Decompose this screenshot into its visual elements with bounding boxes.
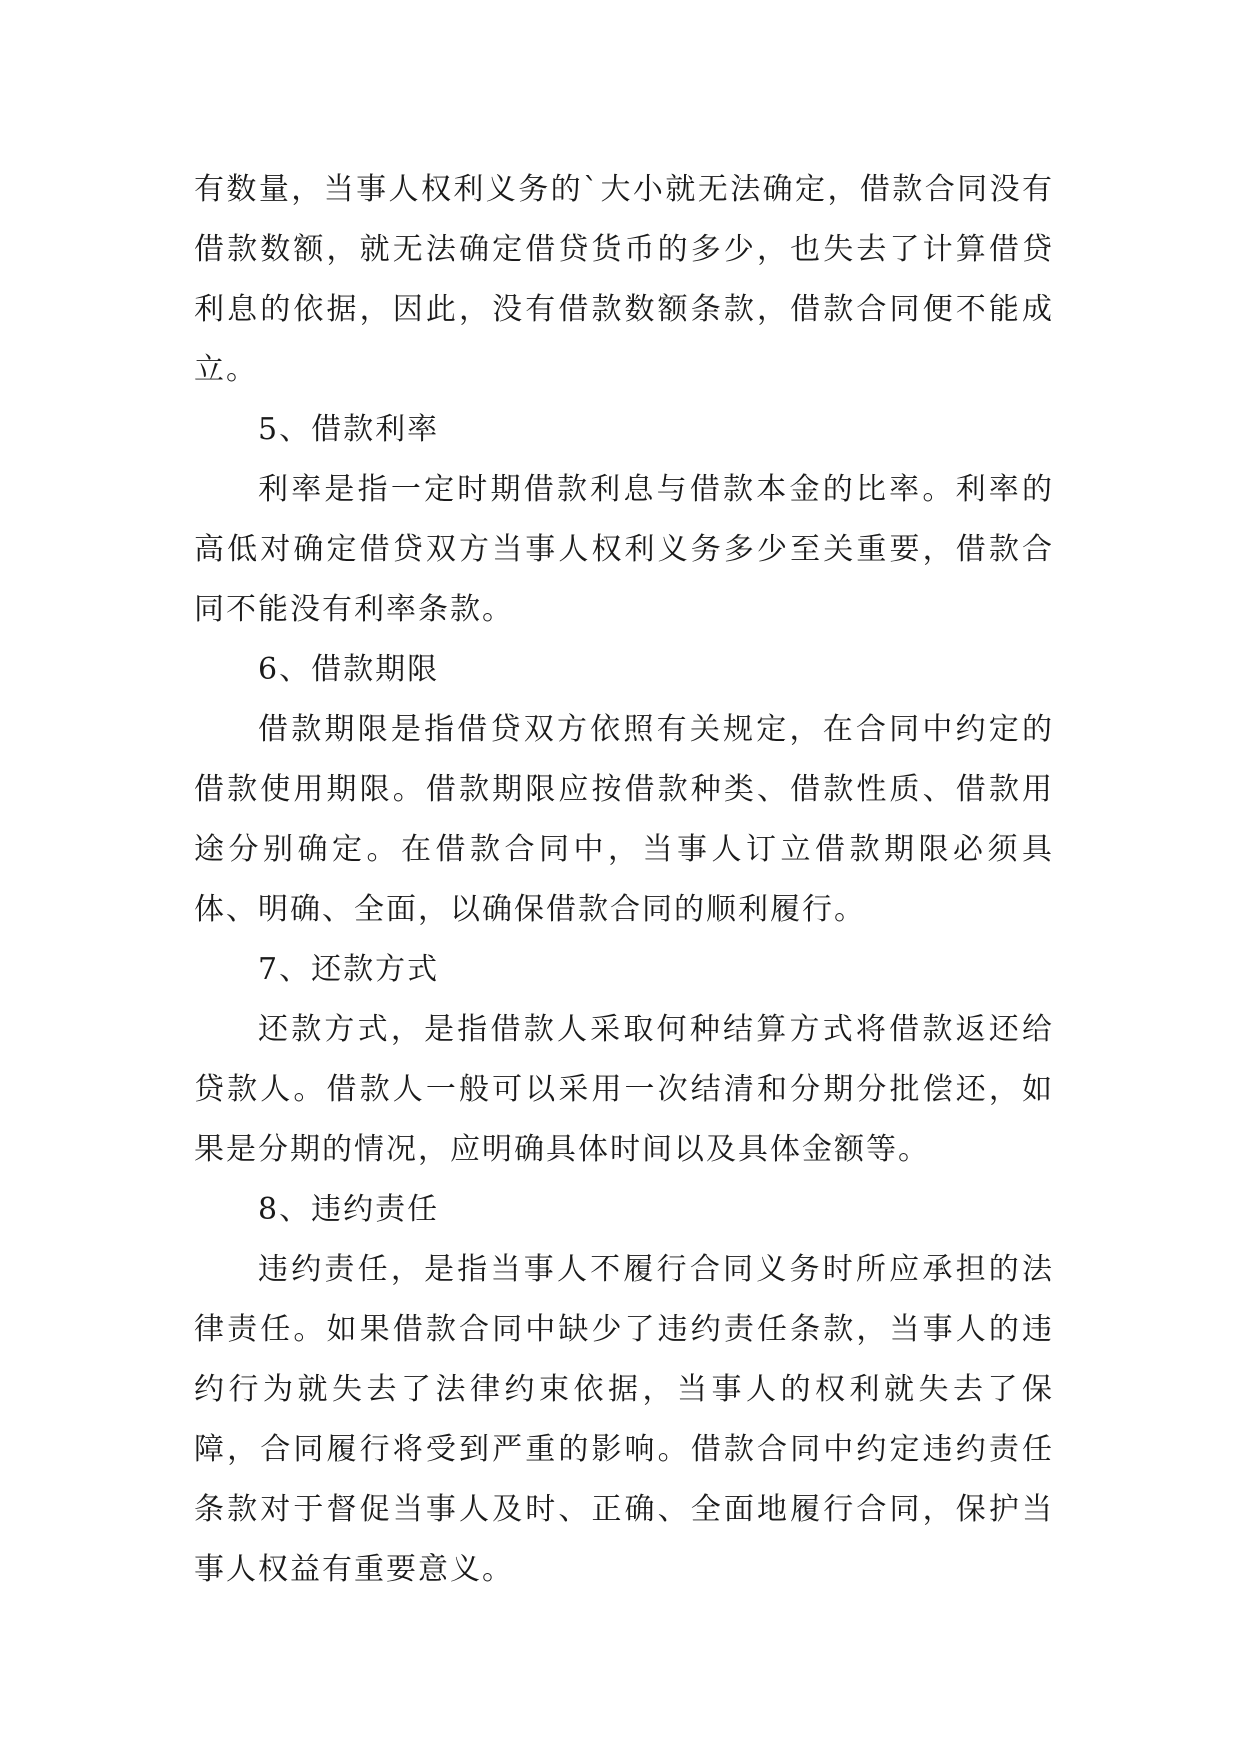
paragraph-repayment-method: 还款方式，是指借款人采取何种结算方式将借款返还给贷款人。借款人一般可以采用一次结清和分期分批偿还，如果是分期的情况，应明确具体时间以及具体金额等。 [194, 1012, 1054, 1167]
document-page [194, 160, 1054, 1600]
heading-loan-term: 6、借款期限 [258, 652, 440, 687]
heading-loan-interest-rate: 5、借款利率 [258, 412, 440, 447]
paragraph-loan-term: 借款期限是指借贷双方依照有关规定，在合同中约定的借款使用期限。借款期限应按借款种类、借款性质、借款用途分别确定。在借款合同中，当事人订立借款期限必须具体、明确、全面，以确保借款合同的顺利履行。 [194, 712, 1054, 927]
paragraph-liability-for-breach: 违约责任，是指当事人不履行合同义务时所应承担的法律责任。如果借款合同中缺少了违约责任条款，当事人的违约行为就失去了法律约束依据，当事人的权利就失去了保障，合同履行将受到严重的影响。借款合同中约定违约责任条款对于督促当事人及时、正确、全面地履行合同，保护当事人权益有重要意义。 [194, 1252, 1054, 1587]
heading-repayment-method: 7、还款方式 [258, 952, 440, 987]
paragraph-loan-amount-continued: 有数量，当事人权利义务的`大小就无法确定，借款合同没有借款数额，就无法确定借贷货币的多少，也失去了计算借贷利息的依据，因此，没有借款数额条款，借款合同便不能成立。 [194, 172, 1054, 387]
heading-liability-for-breach: 8、违约责任 [258, 1192, 440, 1227]
paragraph-loan-interest-rate: 利率是指一定时期借款利息与借款本金的比率。利率的高低对确定借贷双方当事人权利义务多少至关重要，借款合同不能没有利率条款。 [194, 472, 1054, 627]
